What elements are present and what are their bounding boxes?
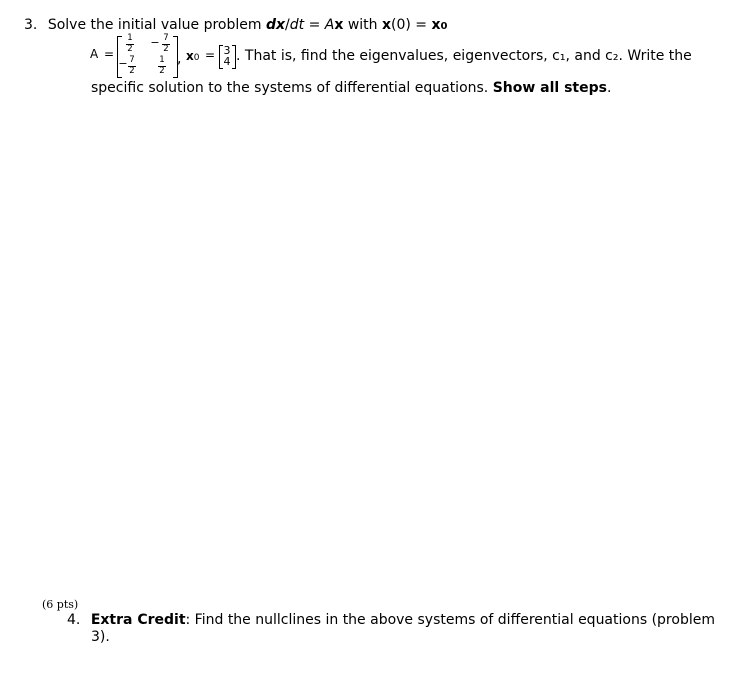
matrix-symbol: A — [324, 17, 335, 33]
line3-text: specific solution to the systems of differential equations. — [91, 80, 493, 96]
vector-x0-sub: 0 — [193, 53, 200, 63]
a12-sign: − — [150, 36, 160, 49]
equals-sign-2: = — [410, 17, 432, 33]
vector-x0-label — [186, 49, 199, 63]
with-text: with — [343, 17, 382, 33]
a22-denominator: 2 — [159, 66, 165, 76]
a11-denominator: 2 — [127, 44, 133, 54]
x0-subscript: 0 — [440, 21, 448, 32]
problem-3-line-2-rest: . That is, find the eigenvalues, eigenvectors, c₁, and c₂. Write the — [236, 48, 692, 64]
a22-numerator: 1 — [159, 55, 165, 65]
a11-numerator: 1 — [127, 33, 133, 43]
a21-sign: − — [118, 57, 128, 70]
vector-symbol: x — [334, 17, 344, 33]
problem-number: 3. — [24, 17, 38, 33]
vector-bottom: 4 — [223, 55, 231, 68]
equals-sign: = — [304, 17, 325, 33]
derivative-slash: / — [285, 17, 290, 33]
derivative-dx: dx — [265, 17, 286, 33]
show-all-steps: Show all steps — [492, 80, 607, 96]
problem-3-line-1 — [24, 16, 448, 36]
points-label: (6 pts) — [42, 598, 79, 611]
problem-3-line-3 — [91, 79, 611, 97]
vector-top: 3 — [223, 44, 231, 57]
problem-4-number: 4. — [67, 612, 81, 628]
initial-x: x — [381, 17, 392, 33]
problem-4-line-2: 3). — [91, 629, 110, 645]
matrix-label: A — [90, 47, 99, 61]
a12-numerator: 7 — [163, 33, 169, 43]
line3-period: . — [606, 80, 612, 96]
matrix-comma: , — [177, 51, 182, 67]
a12-denominator: 2 — [163, 44, 169, 54]
problem-lead-text: Solve the initial value problem — [47, 17, 262, 33]
vector-equals: = — [205, 48, 216, 62]
a21-denominator: 2 — [129, 66, 135, 76]
x0-symbol: x — [431, 17, 441, 33]
problem-4-line-1 — [67, 611, 715, 629]
initial-arg: (0) — [391, 17, 411, 33]
derivative-dt: dt — [289, 17, 305, 33]
extra-credit-label: Extra Credit — [90, 612, 186, 628]
problem-4-text: : Find the nullclines in the above systems of differential equations (problem — [185, 612, 715, 628]
matrix-equals: = — [104, 47, 115, 61]
vector-x0-x: x — [186, 49, 194, 63]
a21-numerator: 7 — [129, 55, 135, 65]
